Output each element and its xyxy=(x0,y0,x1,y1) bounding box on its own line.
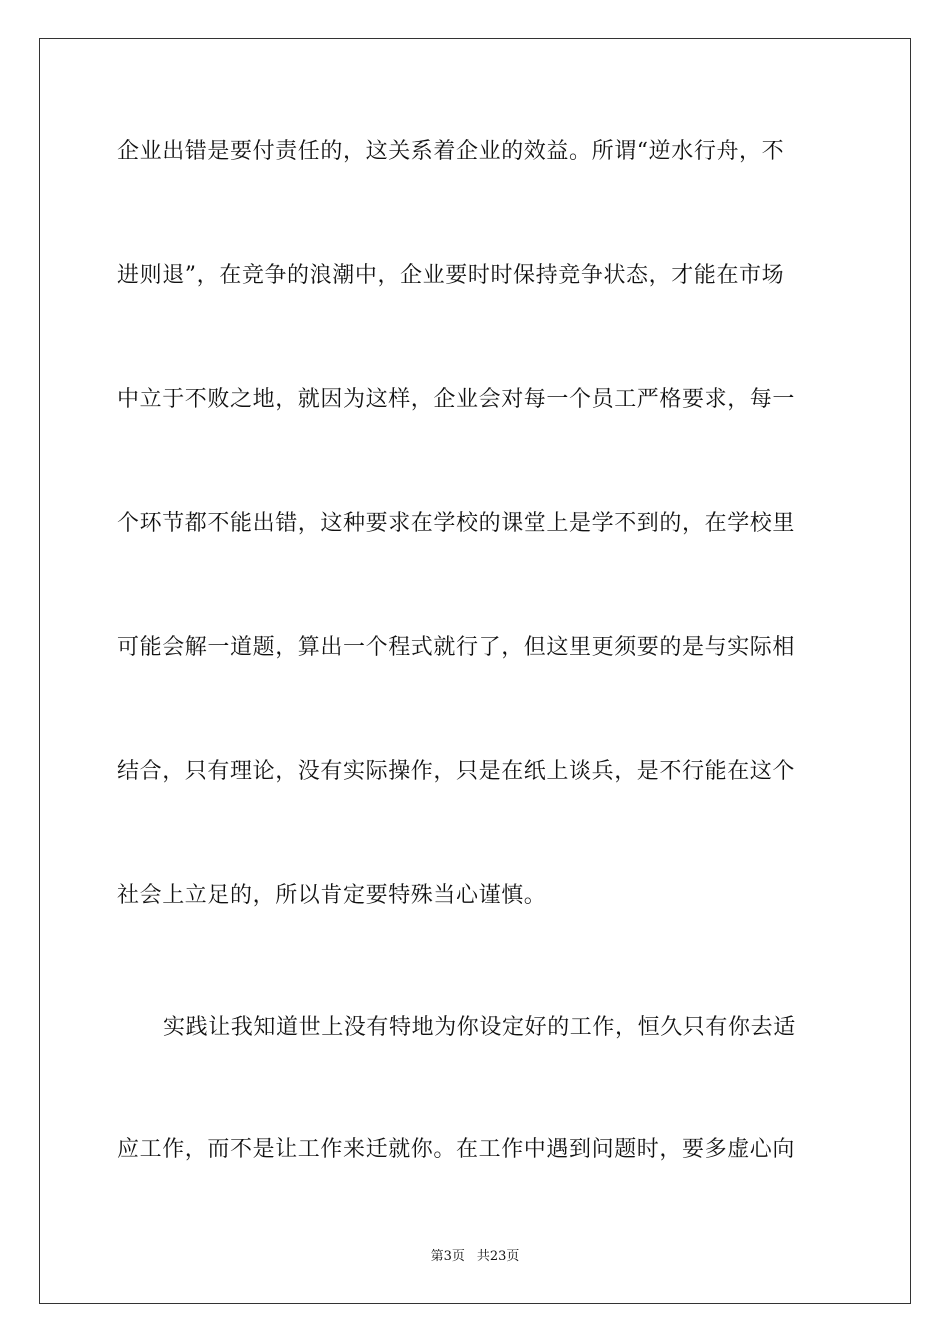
body-line-5: 可能会解一道题，算出一个程式就行了，但这里更须要的是与实际相 xyxy=(117,635,796,660)
page-number: 第3页 xyxy=(430,1249,465,1264)
body-line-3: 中立于不败之地，就因为这样，企业会对每一个员工严格要求，每一 xyxy=(117,387,796,412)
body-line-7: 社会上立足的，所以肯定要特殊当心谨慎。 xyxy=(117,883,547,908)
total-pages: 共23页 xyxy=(476,1249,520,1264)
page-footer xyxy=(0,1248,950,1266)
body-line-4: 个环节都不能出错，这种要求在学校的课堂上是学不到的，在学校里 xyxy=(117,511,796,536)
body-line-1: 企业出错是要付责任的，这关系着企业的效益。所谓“逆水行舟，不 xyxy=(117,139,785,164)
body-line-6: 结合，只有理论，没有实际操作，只是在纸上谈兵，是不行能在这个 xyxy=(117,759,796,784)
body-line-9: 应工作，而不是让工作来迁就你。在工作中遇到问题时，要多虚心向 xyxy=(117,1137,796,1162)
body-line-8: 实践让我知道世上没有特地为你设定好的工作，恒久只有你去适 xyxy=(163,1015,796,1040)
page-frame xyxy=(39,38,911,1304)
body-line-2: 进则退”，在竞争的浪潮中，企业要时时保持竞争状态，才能在市场 xyxy=(117,263,785,288)
